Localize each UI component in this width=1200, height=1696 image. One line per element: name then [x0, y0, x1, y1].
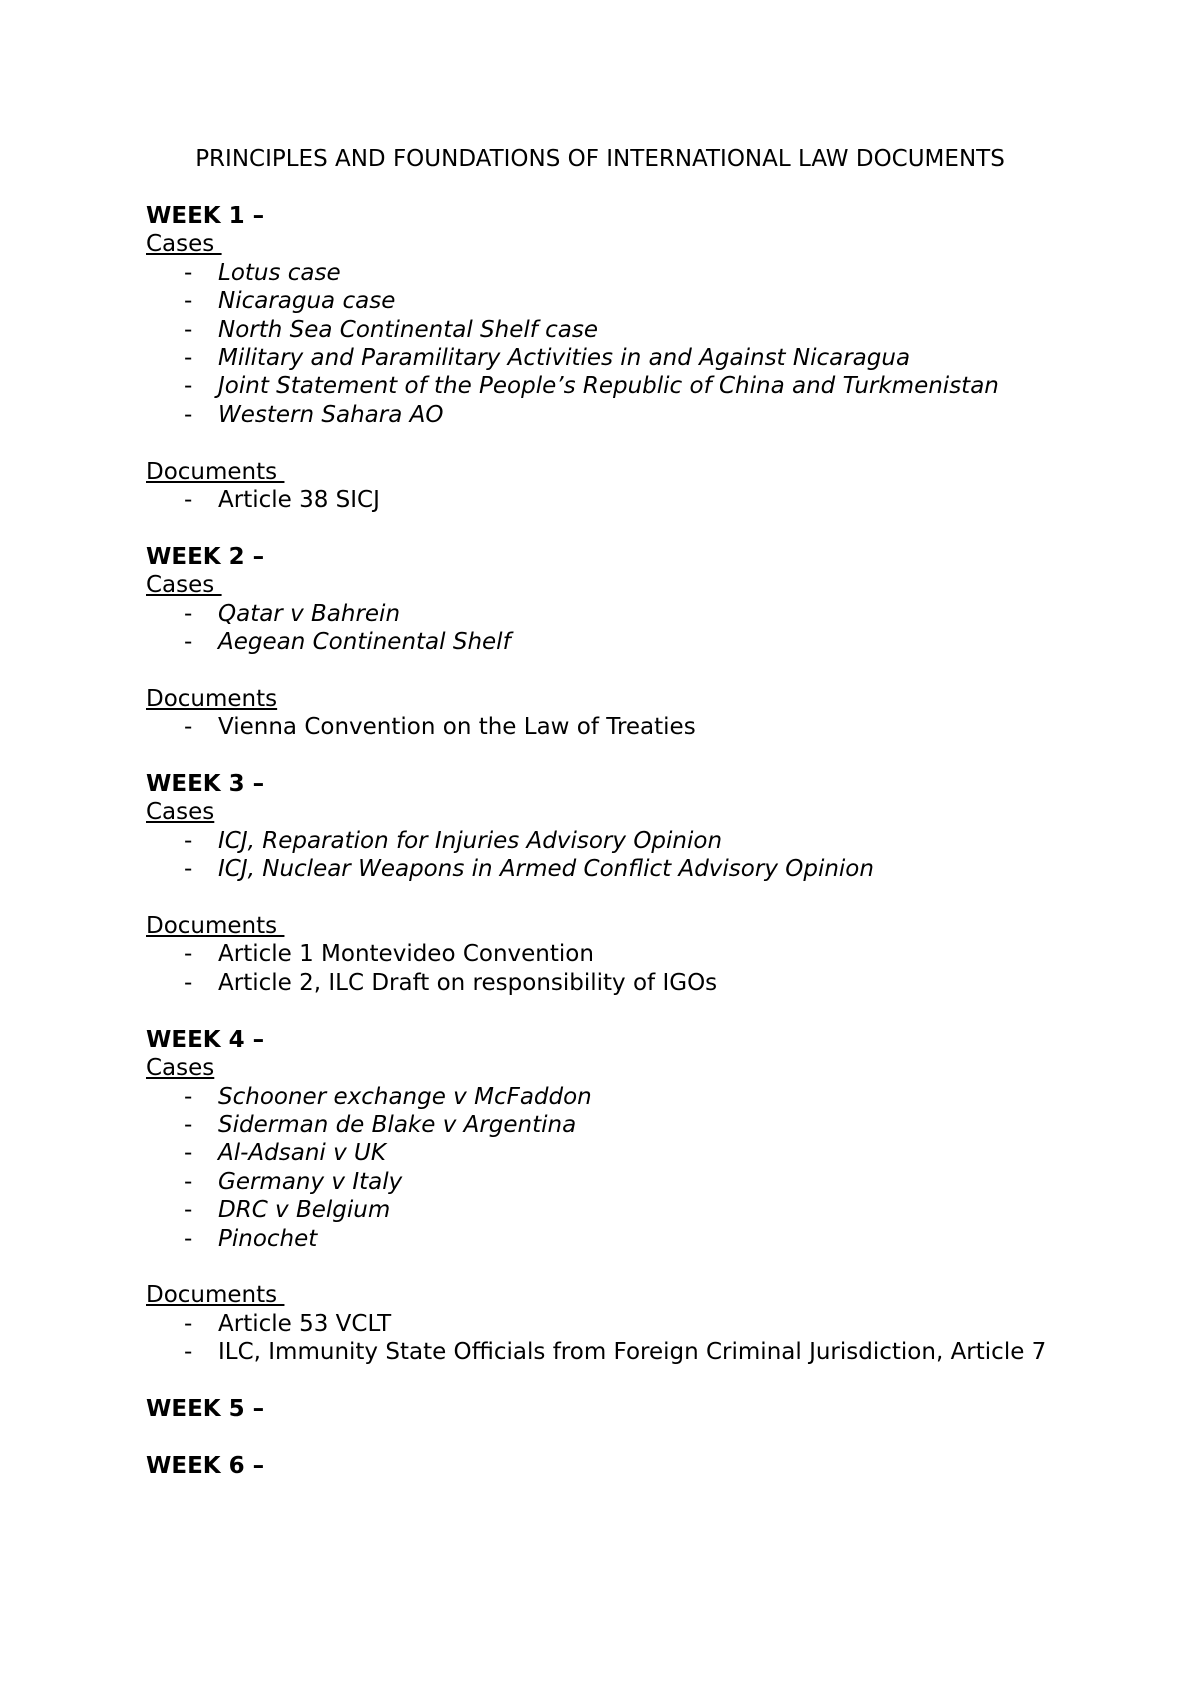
case-item [146, 259, 1086, 287]
case-item [146, 287, 1086, 315]
case-item [146, 1139, 1086, 1167]
document-body [146, 202, 1086, 1480]
spacer [146, 656, 1086, 684]
case-item [146, 1168, 1086, 1196]
case-item [146, 1196, 1086, 1224]
document-title-text: Article 1 Montevideo Convention [218, 941, 594, 968]
case-title: DRC v Belgium [218, 1197, 391, 1224]
case-item [146, 827, 1086, 855]
bullet-dash: - [184, 1225, 193, 1252]
cases-list [146, 600, 1086, 657]
documents-list [146, 940, 1086, 997]
bullet-dash: - [184, 1083, 193, 1110]
case-title: Pinochet [218, 1225, 318, 1252]
spacer [146, 1367, 1086, 1395]
documents-label: Documents [146, 1282, 285, 1309]
documents-label: Documents [146, 685, 278, 712]
document-title-text: Article 38 SICJ [218, 487, 380, 514]
case-item [146, 401, 1086, 429]
bullet-dash: - [184, 1310, 193, 1337]
bullet-dash: - [184, 629, 193, 656]
documents-list [146, 713, 1086, 741]
week-section [146, 1452, 1086, 1480]
bullet-dash: - [184, 1140, 193, 1167]
bullet-dash: - [184, 941, 193, 968]
week-section [146, 1026, 1086, 1395]
bullet-dash: - [184, 827, 193, 854]
cases-list [146, 1083, 1086, 1253]
case-item [146, 372, 1086, 400]
bullet-dash: - [184, 714, 193, 741]
cases-list [146, 259, 1086, 429]
bullet-dash: - [184, 345, 193, 372]
bullet-dash: - [184, 487, 193, 514]
case-title: ICJ, Nuclear Weapons in Armed Conflict Advisory Opinion [218, 856, 874, 883]
week-heading: WEEK 6 – [146, 1452, 265, 1479]
documents-list [146, 1310, 1086, 1367]
spacer [146, 742, 1086, 770]
bullet-dash: - [184, 1168, 193, 1195]
documents-label: Documents [146, 458, 285, 485]
week-heading: WEEK 3 – [146, 771, 265, 798]
week-section [146, 202, 1086, 543]
case-item [146, 1225, 1086, 1253]
case-item [146, 855, 1086, 883]
case-title: Lotus case [218, 259, 341, 286]
bullet-dash: - [184, 1339, 193, 1366]
case-title: Qatar v Bahrein [218, 600, 401, 627]
case-title: Germany v Italy [218, 1168, 403, 1195]
case-title: ICJ, Reparation for Injuries Advisory Opinion [218, 827, 723, 854]
documents-list [146, 486, 1086, 514]
bullet-dash: - [184, 259, 193, 286]
bullet-dash: - [184, 1111, 193, 1138]
cases-label: Cases [146, 572, 222, 599]
week-section [146, 770, 1086, 1026]
case-item [146, 316, 1086, 344]
case-title: Nicaragua case [218, 288, 396, 315]
document-item [146, 1310, 1086, 1338]
bullet-dash: - [184, 373, 193, 400]
case-title: North Sea Continental Shelf case [218, 316, 599, 343]
bullet-dash: - [184, 401, 193, 428]
week-heading: WEEK 2 – [146, 543, 265, 570]
cases-label: Cases [146, 799, 215, 826]
case-title: Siderman de Blake v Argentina [218, 1111, 577, 1138]
week-heading: WEEK 1 – [146, 203, 265, 229]
spacer [146, 884, 1086, 912]
case-item [146, 600, 1086, 628]
week-section [146, 1395, 1086, 1452]
case-title: Military and Paramilitary Activities in and Against Nicaragua [218, 345, 911, 372]
spacer [146, 514, 1086, 542]
document-title-text: ILC, Immunity State Officials from Foreign Criminal Jurisdiction, Article 7 [218, 1339, 1047, 1366]
document-title-text: Vienna Convention on the Law of Treaties [218, 714, 696, 741]
bullet-dash: - [184, 600, 193, 627]
case-title: Schooner exchange v McFaddon [218, 1083, 592, 1110]
week-section [146, 543, 1086, 770]
document-item [146, 940, 1086, 968]
bullet-dash: - [184, 316, 193, 343]
case-item [146, 344, 1086, 372]
document-item [146, 713, 1086, 741]
case-item [146, 1083, 1086, 1111]
case-title: Joint Statement of the People’s Republic of China and Turkmenistan [218, 373, 999, 400]
spacer [146, 997, 1086, 1025]
cases-label: Cases [146, 231, 222, 258]
bullet-dash: - [184, 856, 193, 883]
document-title: PRINCIPLES AND FOUNDATIONS OF INTERNATIONAL LAW DOCUMENTS [195, 146, 1005, 172]
case-item [146, 628, 1086, 656]
spacer [146, 429, 1086, 457]
document-item [146, 969, 1086, 997]
case-title: Aegean Continental Shelf [218, 629, 511, 656]
bullet-dash: - [184, 288, 193, 315]
document-item [146, 1338, 1086, 1366]
documents-label: Documents [146, 913, 285, 940]
document-item [146, 486, 1086, 514]
case-item [146, 1111, 1086, 1139]
spacer [146, 1253, 1086, 1281]
document-title-text: Article 53 VCLT [218, 1310, 392, 1337]
week-heading: WEEK 4 – [146, 1026, 265, 1053]
document-title-text: Article 2, ILC Draft on responsibility of IGOs [218, 969, 718, 996]
week-heading: WEEK 5 – [146, 1395, 265, 1422]
bullet-dash: - [184, 969, 193, 996]
cases-label: Cases [146, 1055, 215, 1082]
cases-list [146, 827, 1086, 884]
spacer [146, 1423, 1086, 1451]
case-title: Western Sahara AO [218, 401, 444, 428]
bullet-dash: - [184, 1197, 193, 1224]
case-title: Al-Adsani v UK [218, 1140, 386, 1167]
